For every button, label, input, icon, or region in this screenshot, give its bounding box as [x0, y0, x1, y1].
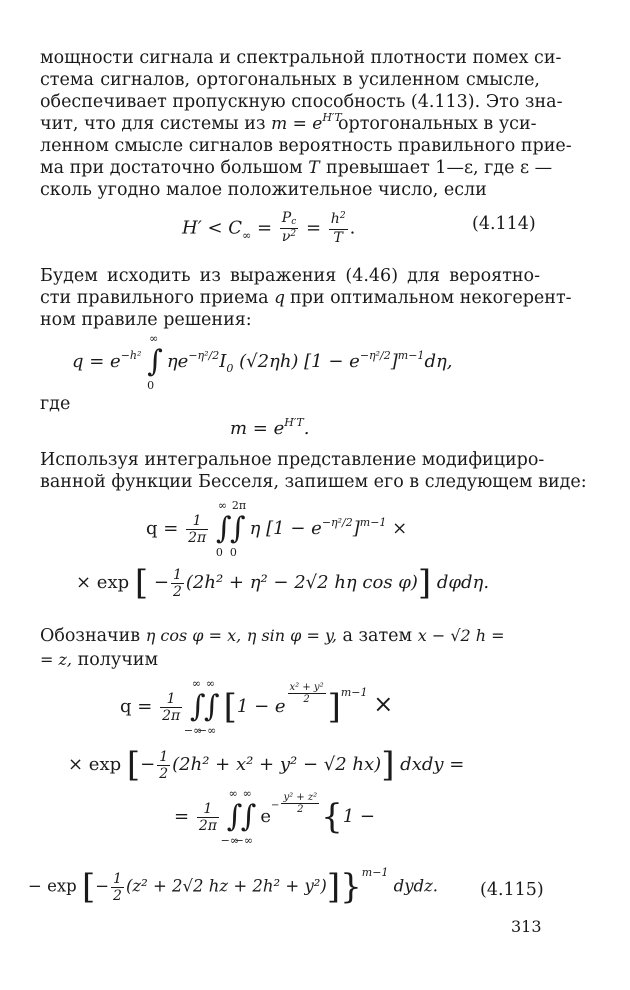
integral-sign: ∫ ∞ 0	[215, 499, 232, 559]
integral-upper-limit: ∞	[149, 332, 159, 345]
fraction	[186, 513, 208, 546]
formula-text: m = e	[271, 114, 323, 134]
fraction	[157, 749, 170, 782]
text-line: ном правиле решения:	[40, 310, 252, 330]
formula-text: 1 − e	[236, 696, 286, 717]
integral-lower-limit: −∞	[220, 834, 240, 847]
inline-formula: = z,	[40, 650, 73, 669]
formula-text: ]	[390, 351, 398, 372]
formula-exponent: H′T	[322, 111, 342, 124]
text-segment: ма при достаточно большом	[40, 158, 303, 178]
integral-upper-limit: ∞	[205, 677, 216, 690]
formula-text: dφdη.	[431, 572, 490, 593]
fraction	[160, 691, 182, 724]
formula-exponent: −η²/2	[321, 516, 353, 529]
integral-upper-limit: ∞	[228, 787, 238, 800]
fraction-numerator: 1	[160, 691, 182, 708]
integral-lower-limit: 0	[147, 379, 155, 392]
formula-text: (2h² + x² + y² − √2 hx)	[172, 754, 382, 775]
text-line: мощности сигнала и спектральной плотности помех си-	[40, 48, 562, 68]
equation-m	[230, 418, 309, 439]
formula-exponent: −η²/2	[188, 349, 220, 362]
formula-superscript: 2	[290, 229, 297, 239]
fraction-numerator: 1	[186, 513, 208, 530]
fraction	[111, 871, 124, 904]
formula-text: ×	[373, 690, 394, 718]
bracket: ]	[327, 687, 341, 727]
formula-text: I	[219, 351, 227, 372]
formula-exponent: m−1	[361, 865, 389, 879]
formula-subscript: 0	[226, 362, 234, 375]
integral-sign: ∫ ∞ −∞	[234, 787, 257, 847]
formula-text: × exp	[68, 754, 122, 775]
integral-lower-limit: −∞	[183, 724, 203, 737]
integral-sign: ∫ ∞ −∞	[183, 677, 206, 737]
formula-exponent: m−1	[359, 516, 387, 529]
fraction-denominator: 2	[113, 887, 122, 904]
formula-text: × exp	[76, 572, 130, 593]
fraction-denominator: 2	[172, 583, 182, 600]
fraction-numerator: y² + z²	[283, 791, 318, 803]
bracket: [	[223, 687, 237, 727]
minus-sign: −	[271, 800, 280, 811]
formula-text: dxdy =	[394, 754, 465, 775]
integral-sign: ∫ ∞ −∞	[220, 787, 243, 847]
fraction	[329, 211, 348, 246]
exponent-fraction	[281, 792, 319, 815]
formula-text: (z² + 2√2 hz + 2h² + y²)	[125, 876, 327, 896]
formula-text: q =	[146, 518, 185, 539]
formula-text: =	[300, 217, 327, 239]
text-line: Используя интегральное представление модифициро-	[40, 450, 545, 470]
minus-sign: −	[153, 572, 169, 593]
fraction-denominator: 2	[303, 693, 310, 705]
equation-number: (4.114)	[472, 214, 536, 234]
brace: }	[340, 867, 362, 907]
bracket: [	[126, 745, 141, 785]
fraction-denominator: T	[333, 230, 343, 246]
text-segment: при оптимальном некогерент-	[290, 288, 572, 308]
text-line-with-math	[40, 650, 540, 670]
formula-text: .	[303, 418, 310, 439]
text-line: ванной функции Бесселя, запишем его в следующем виде:	[40, 472, 587, 492]
integral-upper-limit: ∞	[191, 677, 202, 690]
formula-text: e	[260, 806, 272, 827]
text-line: ленном смысле сигналов вероятность правильного прие-	[40, 136, 572, 156]
fraction	[197, 801, 219, 834]
fraction-denominator: 2	[159, 765, 169, 782]
fraction-denominator: 2π	[162, 707, 181, 724]
integral-lower-limit: −∞	[197, 724, 217, 737]
formula-text: ]	[352, 518, 360, 539]
fraction-numerator: 1	[113, 870, 122, 887]
formula-superscript: 2	[339, 211, 346, 221]
inline-formula: η sin φ = y,	[246, 626, 337, 645]
integral-upper-limit: ∞	[242, 787, 252, 800]
text-segment: получим	[77, 650, 159, 670]
fraction-denominator: 2π	[188, 529, 207, 546]
inline-T: T	[308, 158, 320, 178]
integral-upper-limit: 2π	[231, 499, 247, 512]
equation-q-exp-factor	[76, 563, 490, 603]
bracket: ]	[381, 745, 395, 785]
fraction-denominator: 2	[297, 803, 304, 815]
text-line: сколь угодно малое положительное число, если	[40, 180, 487, 200]
bracket: [	[134, 563, 149, 603]
formula-text: ηe	[166, 351, 189, 372]
formula-text: (2h² + η² − 2√2 hη cos φ)	[185, 572, 418, 593]
fraction-numerator: 1	[197, 801, 219, 818]
formula-text: η [1 − e	[249, 518, 322, 539]
formula-text: − exp	[28, 876, 77, 896]
text-segment: ортогональных в уси-	[338, 114, 537, 134]
formula-exponent: −η²/2	[359, 349, 391, 362]
formula-text: q = e	[72, 351, 121, 372]
formula-exponent: H′T	[284, 416, 304, 429]
formula-text: H′ < C	[182, 217, 243, 239]
integral-sign: ∫ 2π 0	[229, 499, 247, 559]
text-segment: а затем	[342, 626, 413, 646]
formula-text: .	[349, 217, 356, 239]
formula-subscript: c	[291, 217, 297, 227]
equation-q-xy-exp	[68, 745, 465, 785]
text-line: стема сигналов, ортогональных в усиленном смысле,	[40, 70, 540, 90]
integral-sign: ∫ ∞ 0	[147, 332, 163, 392]
inline-formula: η cos φ = x,	[145, 626, 242, 645]
integral-lower-limit: −∞	[234, 834, 254, 847]
text-segment: превышает 1—ε, где ε —	[326, 158, 553, 178]
fraction-denominator: ν	[281, 229, 291, 245]
fraction-numerator: 1	[159, 748, 169, 765]
exponent-fraction	[288, 682, 326, 705]
formula-text: 1 −	[342, 806, 376, 827]
bracket: ]	[326, 867, 341, 907]
formula-exponent: m−1	[397, 349, 425, 362]
text-segment: Обозначив	[40, 626, 141, 646]
equation-q-yz	[174, 787, 376, 847]
fraction-numerator: h	[330, 211, 340, 227]
text-line: Будем исходить из выражения (4.46) для вероятно-	[40, 266, 540, 286]
integral-lower-limit: 0	[229, 546, 237, 559]
text-line: где	[40, 394, 71, 414]
formula-text: m = e	[230, 418, 285, 439]
fraction-denominator: 2π	[198, 817, 217, 834]
formula-text: =	[251, 217, 278, 239]
integral-lower-limit: 0	[215, 546, 223, 559]
formula-text: dydz.	[388, 876, 439, 896]
inline-formula	[271, 111, 342, 134]
bracket: ]	[417, 563, 432, 603]
text-line-with-math	[40, 626, 540, 646]
formula-text: =	[174, 806, 195, 827]
inline-formula: x − √2 h =	[417, 626, 505, 645]
fraction-numerator: 1	[172, 566, 182, 583]
fraction-numerator: P	[281, 210, 292, 226]
formula-text: dη,	[424, 351, 453, 372]
inline-q: q	[274, 288, 286, 308]
minus-sign: −	[95, 876, 110, 896]
formula-text: q =	[120, 696, 159, 717]
equation-q-xy	[120, 677, 394, 737]
formula-exponent: m−1	[340, 686, 368, 699]
equation-number: (4.115)	[480, 880, 544, 900]
integral-upper-limit: ∞	[217, 499, 228, 512]
fraction	[171, 567, 184, 600]
equation-q-double-integral	[146, 499, 408, 559]
formula-text: ×	[386, 518, 408, 539]
formula-text: (√2ηh) [1 − e	[233, 351, 360, 372]
integral-sign: ∫ ∞ −∞	[197, 677, 220, 737]
brace: {	[321, 797, 343, 837]
formula-subscript: ∞	[242, 228, 252, 242]
text-segment: чит, что для системы из	[40, 114, 266, 134]
equation-q-integral	[72, 332, 453, 392]
text-line: обеспечивает пропускную способность (4.113). Это зна-	[40, 92, 563, 112]
fraction	[280, 210, 298, 247]
text-segment: сти правильного приема	[40, 288, 269, 308]
fraction-numerator: x² + y²	[289, 681, 324, 693]
formula-exponent: −h²	[120, 349, 142, 362]
page-number: 313	[511, 917, 542, 936]
equation-4-114	[182, 210, 355, 247]
minus-sign: −	[140, 754, 156, 775]
equation-q-yz-exp	[28, 865, 439, 907]
bracket: [	[81, 867, 96, 907]
